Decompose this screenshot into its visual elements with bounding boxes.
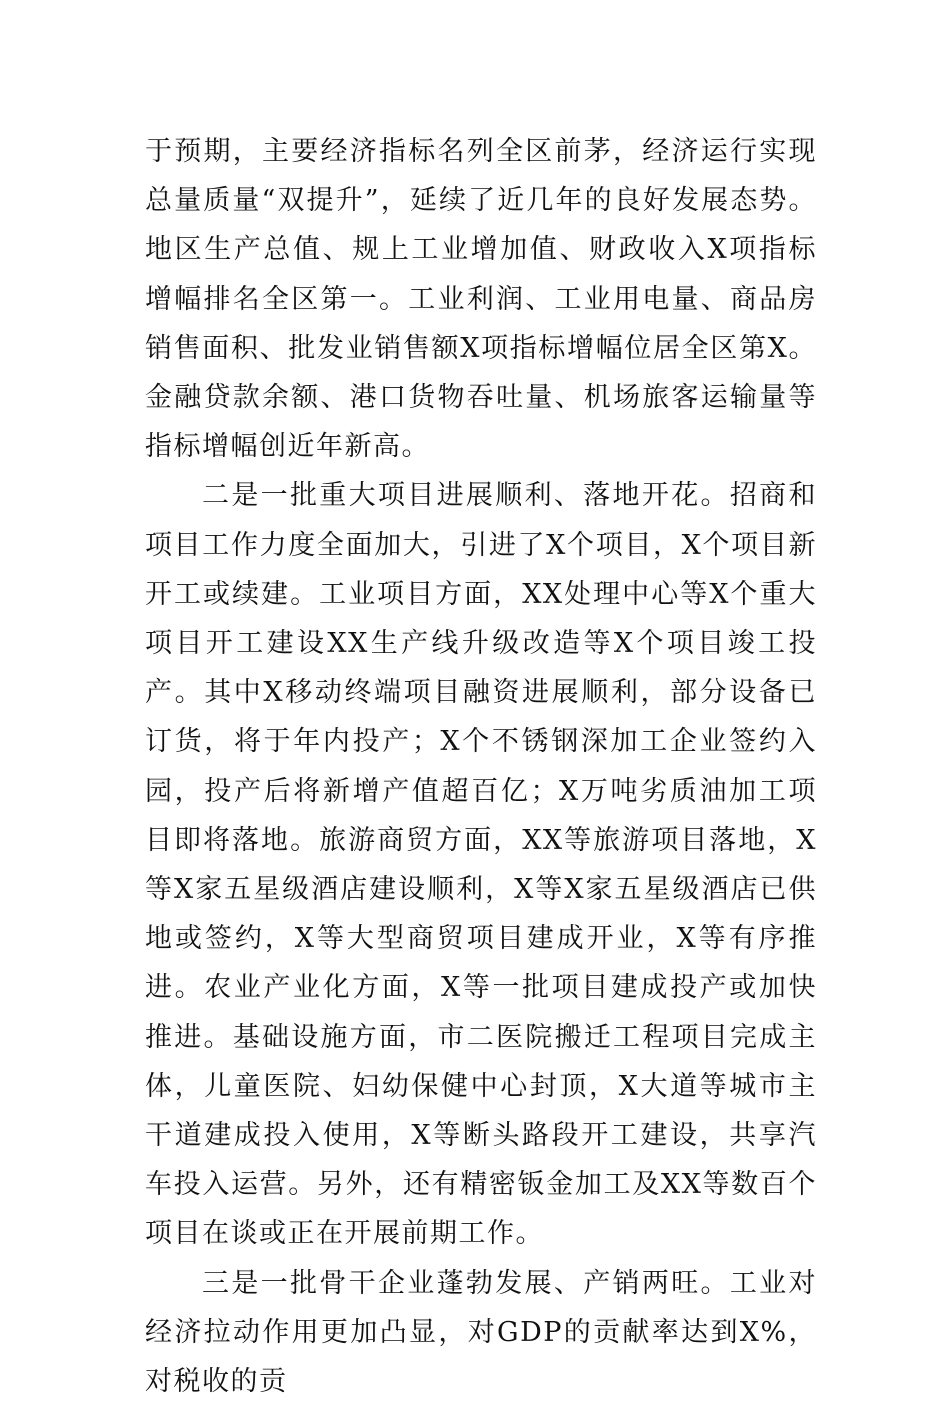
paragraph-major-projects: 二是一批重大项目进展顺利、落地开花。招商和项目工作力度全面加大，引进了X个项目，X个项目新开工或续建。工业项目方面，XX处理中心等X个重大项目开工建设XX生产线升级改造等X个项目竣工投产。其中X移动终端项目融资进展顺利，部分设备已订货，将于年内投产；X个不锈钢深加工企业签约入园，投产后将新增产值超百亿；X万吨劣质油加工项目即将落地。旅游商贸方面，XX等旅游项目落地，X等X家五星级酒店建设顺利，X等X家五星级酒店已供地或签约，X等大型商贸项目建成开业，X等有序推进。农业产业化方面，X等一批项目建成投产或加快推进。基础设施方面，市二医院搬迁工程项目完成主体，儿童医院、妇幼保健中心封顶，X大道等城市主干道建成投入使用，X等断头路段开工建设，共享汽车投入运营。另外，还有精密钣金加工及XX等数百个项目在谈或正在开展前期工作。 xyxy=(145,480,817,1250)
paragraph-continuation: 于预期，主要经济指标名列全区前茅，经济运行实现总量质量“双提升”，延续了近几年的良好发展态势。地区生产总值、规上工业增加值、财政收入X项指标增幅排名全区第一。工业利润、工业用电量、商品房销售面积、批发业销售额X项指标增幅位居全区第X。金融贷款余额、港口货物吞吐量、机场旅客运输量等指标增幅创近年新高。 xyxy=(145,136,817,463)
paragraph-backbone-enterprises: 三是一批骨干企业蓬勃发展、产销两旺。工业对经济拉动作用更加凸显，对GDP的贡献率达到X%，对税收的贡 xyxy=(145,1267,817,1398)
document-body xyxy=(145,127,817,1406)
